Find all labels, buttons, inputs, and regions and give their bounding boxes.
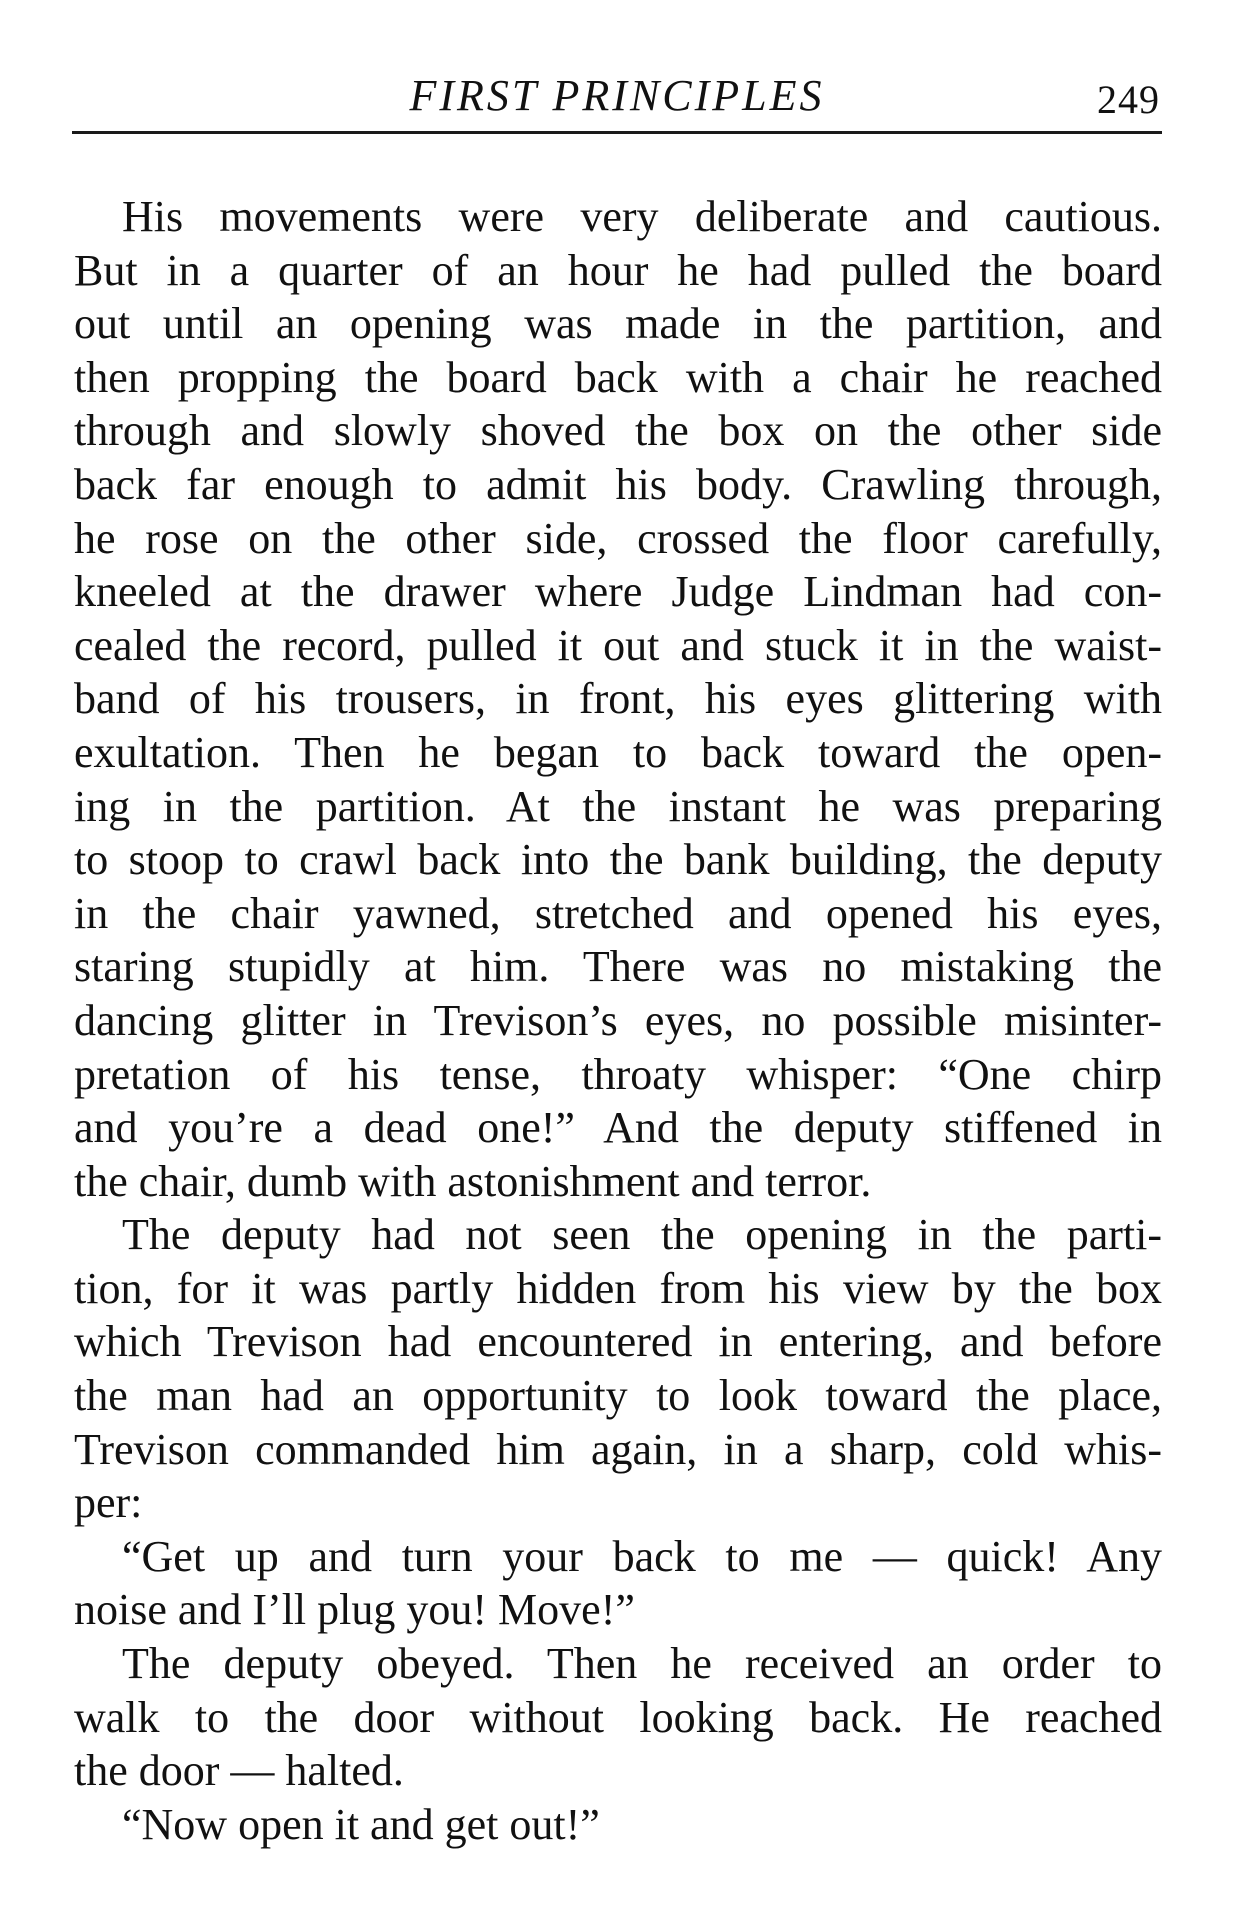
text-line: exultation. Then he began to back toward the open-: [74, 727, 1162, 777]
text-line: ing in the partition. At the instant he was preparing: [74, 781, 1162, 831]
text-line: back far enough to admit his body. Crawling through,: [74, 459, 1162, 509]
page-number: 249: [1097, 77, 1160, 122]
text-line: pretation of his tense, throaty whisper: “One chirp: [74, 1049, 1162, 1099]
text-line: The deputy obeyed. Then he received an order to: [122, 1639, 1162, 1689]
text-line: he rose on the other side, crossed the floor carefully,: [74, 513, 1162, 563]
running-head: [72, 62, 1162, 122]
text-line: noise and I’ll plug you! Move!”: [74, 1585, 635, 1635]
text-line: But in a quarter of an hour he had pulled the board: [74, 245, 1162, 295]
text-line: dancing glitter in Trevison’s eyes, no possible misinter-: [74, 995, 1162, 1045]
text-line: out until an opening was made in the partition, and: [74, 299, 1162, 349]
text-line: through and slowly shoved the box on the other side: [74, 406, 1162, 456]
text-line: the man had an opportunity to look toward the place,: [74, 1371, 1162, 1421]
text-line: walk to the door without looking back. He reached: [74, 1692, 1162, 1742]
header-rule: [72, 131, 1162, 134]
text-line: in the chair yawned, stretched and opened his eyes,: [74, 888, 1162, 938]
text-line: which Trevison had encountered in entering, and before: [74, 1317, 1162, 1367]
text-line: staring stupidly at him. There was no mistaking the: [74, 942, 1162, 992]
text-line: then propping the board back with a chair he reached: [74, 352, 1162, 402]
text-line: cealed the record, pulled it out and stuck it in the waist-: [74, 620, 1162, 670]
text-line: and you’re a dead one!” And the deputy stiffened in: [74, 1103, 1162, 1153]
running-title: FIRST PRINCIPLES: [409, 71, 825, 120]
text-line: per:: [74, 1478, 143, 1528]
text-line: The deputy had not seen the opening in the parti-: [122, 1210, 1162, 1260]
text-line: band of his trousers, in front, his eyes glittering with: [74, 674, 1162, 724]
text-line: the door — halted.: [74, 1746, 404, 1796]
body-text: [74, 190, 1162, 1851]
text-line: “Now open it and get out!”: [122, 1799, 600, 1849]
text-line: Trevison commanded him again, in a sharp, cold whis-: [74, 1424, 1162, 1474]
text-line: “Get up and turn your back to me — quick! Any: [122, 1531, 1162, 1581]
text-line: to stoop to crawl back into the bank building, the deputy: [74, 835, 1162, 885]
text-line: the chair, dumb with astonishment and terror.: [74, 1156, 872, 1206]
text-line: tion, for it was partly hidden from his view by the box: [74, 1263, 1162, 1313]
text-line: His movements were very deliberate and cautious.: [122, 192, 1162, 241]
text-line: kneeled at the drawer where Judge Lindman had con-: [74, 567, 1162, 617]
